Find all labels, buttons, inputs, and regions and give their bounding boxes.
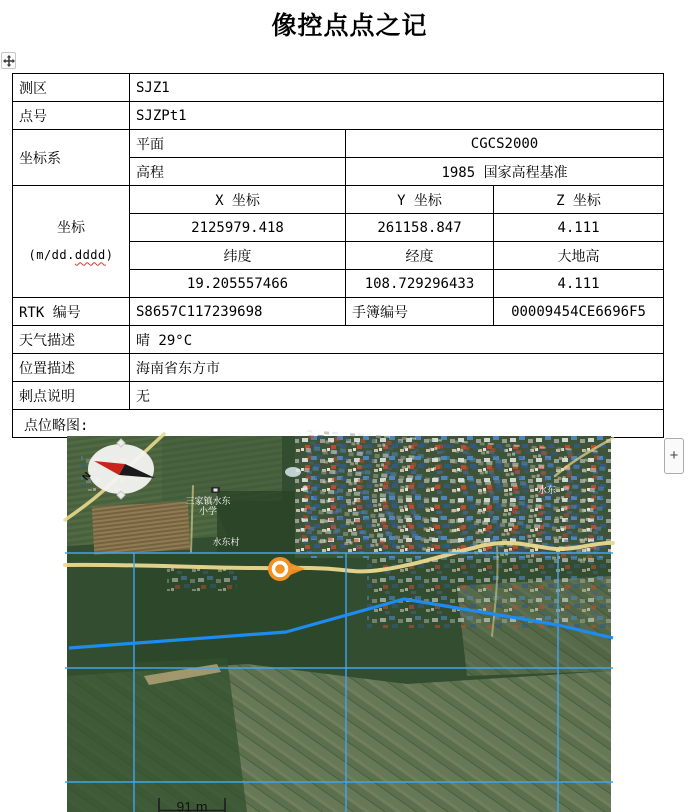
scale-text: 91 m — [176, 799, 207, 812]
expand-plus-button[interactable]: + — [664, 438, 684, 474]
plane-value: CGCS2000 — [346, 130, 664, 158]
table-row — [13, 130, 664, 158]
z-value: 4.111 — [494, 214, 664, 242]
table-row — [13, 102, 664, 130]
map-image[interactable] — [67, 436, 611, 812]
lat-value: 19.205557466 — [130, 270, 346, 298]
table-row — [13, 410, 664, 438]
area-label: 水东 — [538, 484, 556, 495]
school-label-line2: 小学 — [199, 505, 217, 516]
sketch-label: 点位略图: — [19, 411, 657, 435]
crs-label: 坐标系 — [13, 130, 130, 186]
survey-area-value: SJZ1 — [130, 74, 664, 102]
x-value: 2125979.418 — [130, 214, 346, 242]
table-row — [13, 354, 664, 382]
mark-note-label: 刺点说明 — [13, 382, 130, 410]
elevation-label: 高程 — [130, 158, 346, 186]
spellcheck-underline: dddd — [75, 248, 106, 262]
move-arrows-icon — [3, 55, 15, 67]
handbook-id-label: 手簿编号 — [346, 298, 494, 326]
point-id-value: SJZPt1 — [130, 102, 664, 130]
village-label: 水东村 — [212, 536, 239, 547]
table-row — [13, 74, 664, 102]
weather-label: 天气描述 — [13, 326, 130, 354]
weather-value: 晴 29°C — [130, 326, 664, 354]
sketch-cell — [13, 410, 664, 438]
z-header: Z 坐标 — [494, 186, 664, 214]
location-value: 海南省东方市 — [130, 354, 664, 382]
school-label: 三家镇水东 — [185, 495, 230, 506]
lat-header: 纬度 — [130, 242, 346, 270]
plane-label: 平面 — [130, 130, 346, 158]
control-point-table — [12, 73, 664, 438]
x-header: X 坐标 — [130, 186, 346, 214]
y-value: 261158.847 — [346, 214, 494, 242]
school-marker-icon — [211, 487, 220, 493]
location-label: 位置描述 — [13, 354, 130, 382]
table-move-handle[interactable] — [1, 52, 16, 69]
table-row — [13, 298, 664, 326]
survey-area-label: 测区 — [13, 74, 130, 102]
table-row — [13, 382, 664, 410]
mark-note-value: 无 — [130, 382, 664, 410]
table-row — [13, 326, 664, 354]
satellite-map — [67, 436, 611, 812]
coordinate-label — [13, 186, 130, 298]
point-id-label: 点号 — [13, 102, 130, 130]
lon-value: 108.729296433 — [346, 270, 494, 298]
coordinate-label-text: 坐标 — [57, 220, 85, 236]
page-title: 像控点点之记 — [0, 6, 699, 42]
rtk-id-label: RTK 编号 — [13, 298, 130, 326]
geodetic-height-value: 4.111 — [494, 270, 664, 298]
handbook-id-value: 00009454CE6696F5 — [494, 298, 664, 326]
table-row — [13, 186, 664, 214]
rtk-id-value: S8657C117239698 — [130, 298, 346, 326]
svg-text:N: N — [81, 470, 94, 482]
geodetic-height-header: 大地高 — [494, 242, 664, 270]
lon-header: 经度 — [346, 242, 494, 270]
coordinate-unit: (m/dd.dddd) — [29, 248, 114, 262]
y-header: Y 坐标 — [346, 186, 494, 214]
elevation-value: 1985 国家高程基准 — [346, 158, 664, 186]
